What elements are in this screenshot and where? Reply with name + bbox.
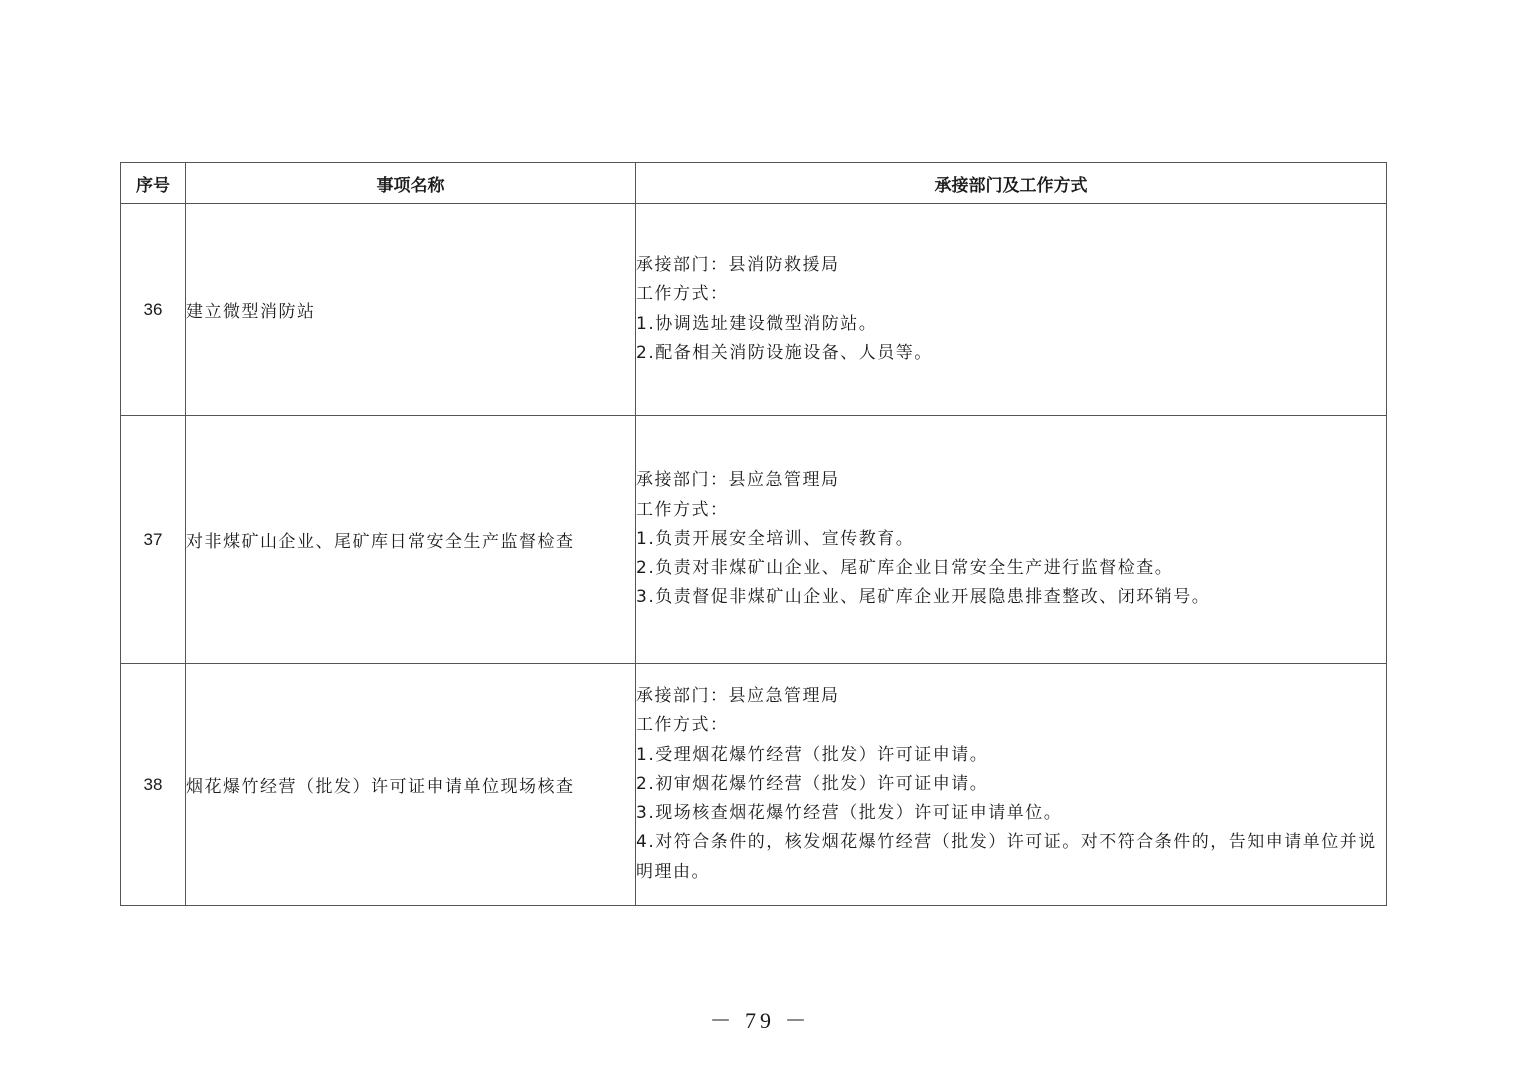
row-seq: 38 — [121, 664, 186, 906]
detail-line: 2.负责对非煤矿山企业、尾矿库企业日常安全生产进行监督检查。 — [636, 558, 1174, 579]
row-name: 建立微型消防站 — [186, 204, 636, 416]
detail-line: 工作方式： — [636, 284, 729, 305]
detail-line: 2.配备相关消防设施设备、人员等。 — [636, 342, 933, 363]
detail-line: 4.对符合条件的，核发烟花爆竹经营（批发）许可证。对不符合条件的，告知申请单位并说明理由。 — [636, 832, 1377, 882]
header-seq: 序号 — [121, 163, 186, 204]
row-name: 烟花爆竹经营（批发）许可证申请单位现场核查 — [186, 664, 636, 906]
table-row — [121, 664, 1387, 906]
detail-line: 1.负责开展安全培训、宣传教育。 — [636, 528, 915, 549]
matters-table — [120, 162, 1387, 906]
detail-line: 承接部门：县消防救援局 — [636, 254, 840, 275]
row-seq: 36 — [121, 204, 186, 416]
row-name: 对非煤矿山企业、尾矿库日常安全生产监督检查 — [186, 416, 636, 664]
detail-line: 3.现场核查烟花爆竹经营（批发）许可证申请单位。 — [636, 803, 1063, 824]
detail-line: 3.负责督促非煤矿山企业、尾矿库企业开展隐患排查整改、闭环销号。 — [636, 587, 1211, 608]
row-seq: 37 — [121, 416, 186, 664]
detail-line: 工作方式： — [636, 499, 729, 520]
header-name: 事项名称 — [186, 163, 636, 204]
row-detail — [636, 664, 1387, 906]
detail-line: 1.协调选址建设微型消防站。 — [636, 313, 878, 334]
detail-line: 2.初审烟花爆竹经营（批发）许可证申请。 — [636, 773, 989, 794]
page-number: － 79 － — [709, 1008, 811, 1033]
row-detail — [636, 416, 1387, 664]
header-detail: 承接部门及工作方式 — [636, 163, 1387, 204]
detail-line: 承接部门：县应急管理局 — [636, 470, 840, 491]
detail-line: 工作方式： — [636, 715, 729, 736]
detail-line: 承接部门：县应急管理局 — [636, 685, 840, 706]
table-row — [121, 204, 1387, 416]
row-detail — [636, 204, 1387, 416]
detail-line: 1.受理烟花爆竹经营（批发）许可证申请。 — [636, 744, 989, 765]
table-header-row — [121, 163, 1387, 204]
table-row — [121, 416, 1387, 664]
